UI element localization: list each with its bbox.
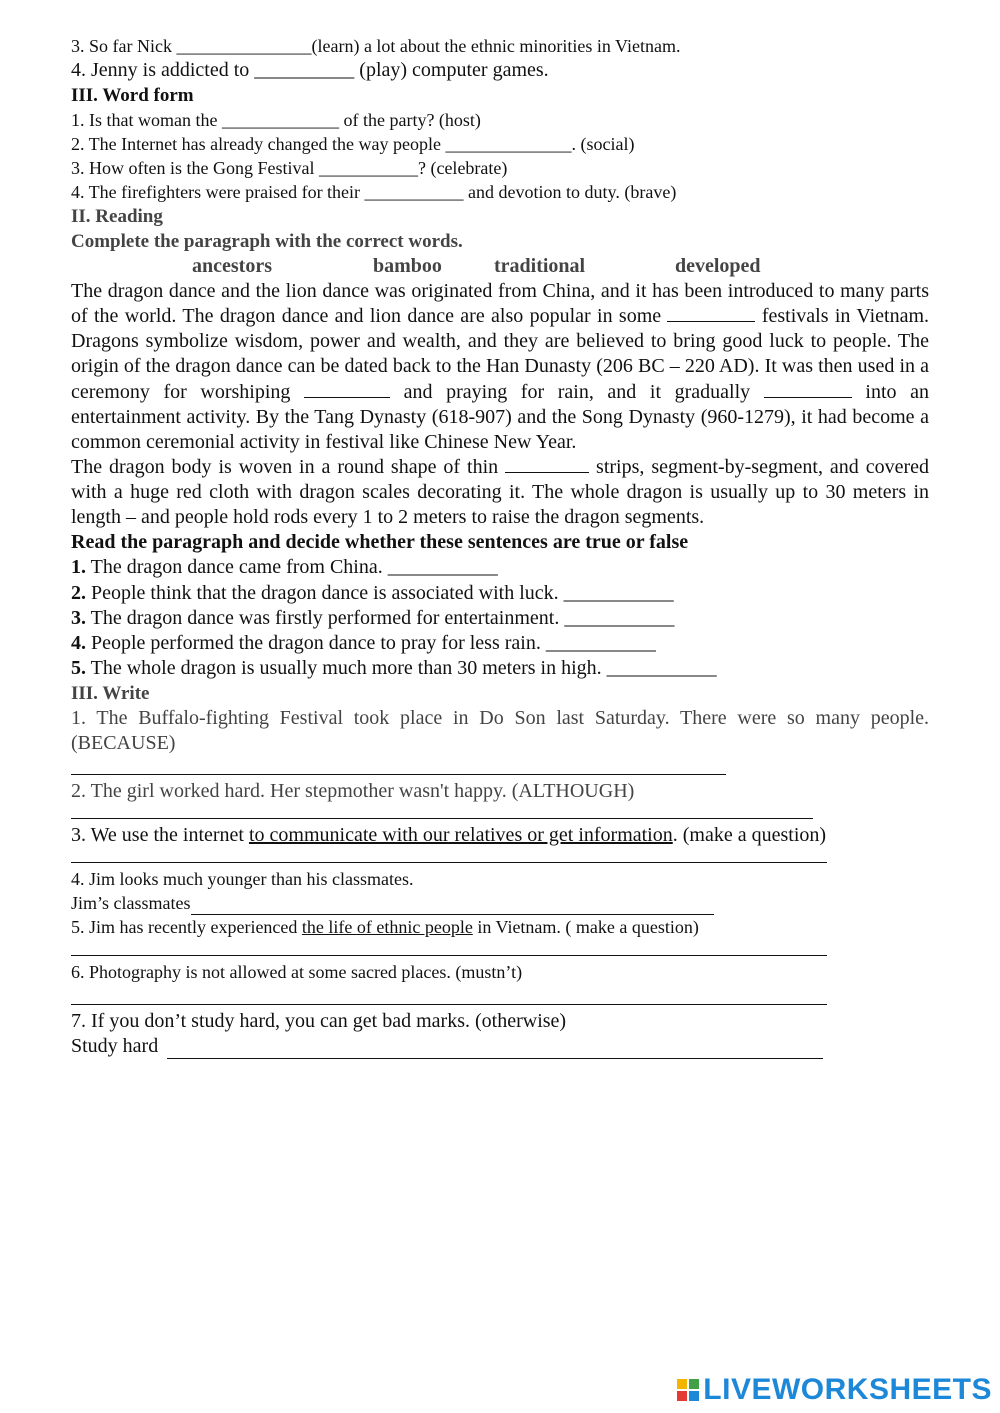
write-item-2: 2. The girl worked hard. Her stepmother wasn't happy. (ALTHOUGH)	[71, 779, 635, 802]
item-text: People think that the dragon dance is associated with luck. ___________	[86, 581, 674, 604]
item-number: 2.	[71, 581, 86, 604]
item-text: . (make a question)	[672, 823, 827, 846]
item-number: 3.	[71, 606, 86, 629]
write-item-1: 1. The Buffalo-fighting Festival took place in Do Son last Saturday. There were so many people. (BECAUSE)	[71, 707, 929, 755]
answer-line-2[interactable]	[71, 806, 813, 819]
reading-heading: II. Reading	[71, 206, 163, 228]
true-false-instruction: Read the paragraph and decide whether these sentences are true or false	[71, 531, 689, 554]
true-false-item-5	[71, 656, 929, 681]
word-bank-item: ancestors	[192, 255, 272, 278]
item-text: The dragon dance was firstly performed for entertainment. ___________	[86, 606, 675, 629]
word-form-heading: III. Word form	[71, 85, 194, 107]
reading-paragraph-2	[71, 455, 929, 530]
item-text: The whole dragon is usually much more than 30 meters in high. ___________	[86, 657, 717, 680]
write-item-6: 6. Photography is not allowed at some sacred places. (mustn’t)	[71, 961, 523, 982]
liveworksheets-logo-icon	[677, 1379, 699, 1401]
item-text: Study hard	[71, 1035, 164, 1058]
item-text: 5. Jim has recently experienced	[71, 916, 302, 937]
write-item-4: 4. Jim looks much younger than his classmates.	[71, 868, 414, 889]
paragraph-text: festivals in Vietnam. Dragons symbolize wisdom, power and wealth, and they are believed to bring good luck to people. The origin of the dragon dance can be dated back to the Han Dunasty (206 BC – 220 AD). It was then used in a ceremony for worshiping	[71, 305, 930, 403]
item-text: Jim’s classmates	[71, 892, 191, 913]
word-form-item-2: 2. The Internet has already changed the way people ______________. (social)	[71, 134, 635, 155]
answer-line-1[interactable]	[71, 762, 726, 775]
write-heading: III. Write	[71, 683, 150, 705]
word-form-item-1: 1. Is that woman the _____________ of the party? (host)	[71, 110, 481, 131]
underlined-phrase: the life of ethnic people	[301, 916, 473, 937]
true-false-item-2	[71, 581, 929, 606]
item-text: in Vietnam. ( make a question)	[472, 916, 699, 937]
write-item-7: 7. If you don’t study hard, you can get bad marks. (otherwise)	[71, 1009, 567, 1032]
word-bank-item: traditional	[494, 255, 586, 278]
logo-text: LIVEWORKSHEETS	[703, 1373, 992, 1406]
write-item-3	[71, 823, 929, 848]
fill-blank-3[interactable]	[764, 381, 852, 398]
item-text: 3. We use the internet	[71, 823, 249, 846]
paragraph-text: strips, segment-by-segment, and covered with a huge red cloth with dragon scales decorating it. The whole dragon is usually up to 30 meters in length – and people hold rods every 1 to 2 meters to raise the dragon segments.	[71, 455, 930, 529]
paragraph-text: The dragon dance and the lion dance was originated from China, and it has been introduced to many parts of the world. The dragon dance and lion dance are also popular in some	[71, 280, 929, 328]
item-text: The dragon dance came from China. ___________	[86, 556, 498, 579]
grammar-item-4: 4. Jenny is addicted to __________ (play) computer games.	[71, 59, 549, 81]
reading-instruction: Complete the paragraph with the correct words.	[71, 231, 463, 253]
answer-line-6[interactable]	[71, 992, 827, 1005]
answer-line-5[interactable]	[71, 943, 827, 956]
paragraph-text: and praying for rain, and it gradually	[403, 380, 751, 403]
item-text: People performed the dragon dance to pray for less rain. ___________	[86, 631, 656, 654]
underlined-phrase: to communicate with our relatives or get information	[248, 823, 673, 846]
write-item-7-lead	[71, 1034, 929, 1059]
grammar-item-3: 3. So far Nick _______________(learn) a lot about the ethnic minorities in Vietnam.	[71, 36, 681, 56]
write-item-4-lead	[71, 891, 929, 915]
answer-line-4[interactable]	[191, 900, 714, 915]
liveworksheets-logo	[677, 1373, 992, 1407]
reading-paragraph-1	[71, 279, 929, 455]
word-form-item-3: 3. How often is the Gong Festival ___________? (celebrate)	[71, 158, 508, 179]
word-bank-item: developed	[675, 255, 761, 278]
answer-line-3[interactable]	[71, 850, 827, 863]
item-number: 4.	[71, 631, 86, 654]
item-number: 1.	[71, 556, 86, 579]
fill-blank-2[interactable]	[304, 381, 390, 398]
true-false-item-1	[71, 555, 929, 580]
word-form-item-4: 4. The firefighters were praised for their ___________ and devotion to duty. (brave)	[71, 182, 677, 203]
fill-blank-4[interactable]	[505, 456, 589, 473]
word-bank	[71, 254, 929, 279]
paragraph-text: into an entertainment activity. By the Tang Dynasty (618-907) and the Song Dynasty (960-1279), it had become a common ceremonial activity in festival like Chinese New Year.	[71, 380, 929, 453]
true-false-item-4	[71, 631, 929, 656]
item-number: 5.	[71, 657, 86, 680]
worksheet-page	[71, 34, 929, 1059]
word-bank-item: bamboo	[373, 255, 442, 278]
paragraph-text: The dragon body is woven in a round shape of thin	[71, 455, 499, 478]
answer-line-7[interactable]	[167, 1044, 823, 1059]
true-false-item-3	[71, 606, 929, 631]
fill-blank-1[interactable]	[667, 305, 755, 322]
write-item-5	[71, 915, 929, 939]
